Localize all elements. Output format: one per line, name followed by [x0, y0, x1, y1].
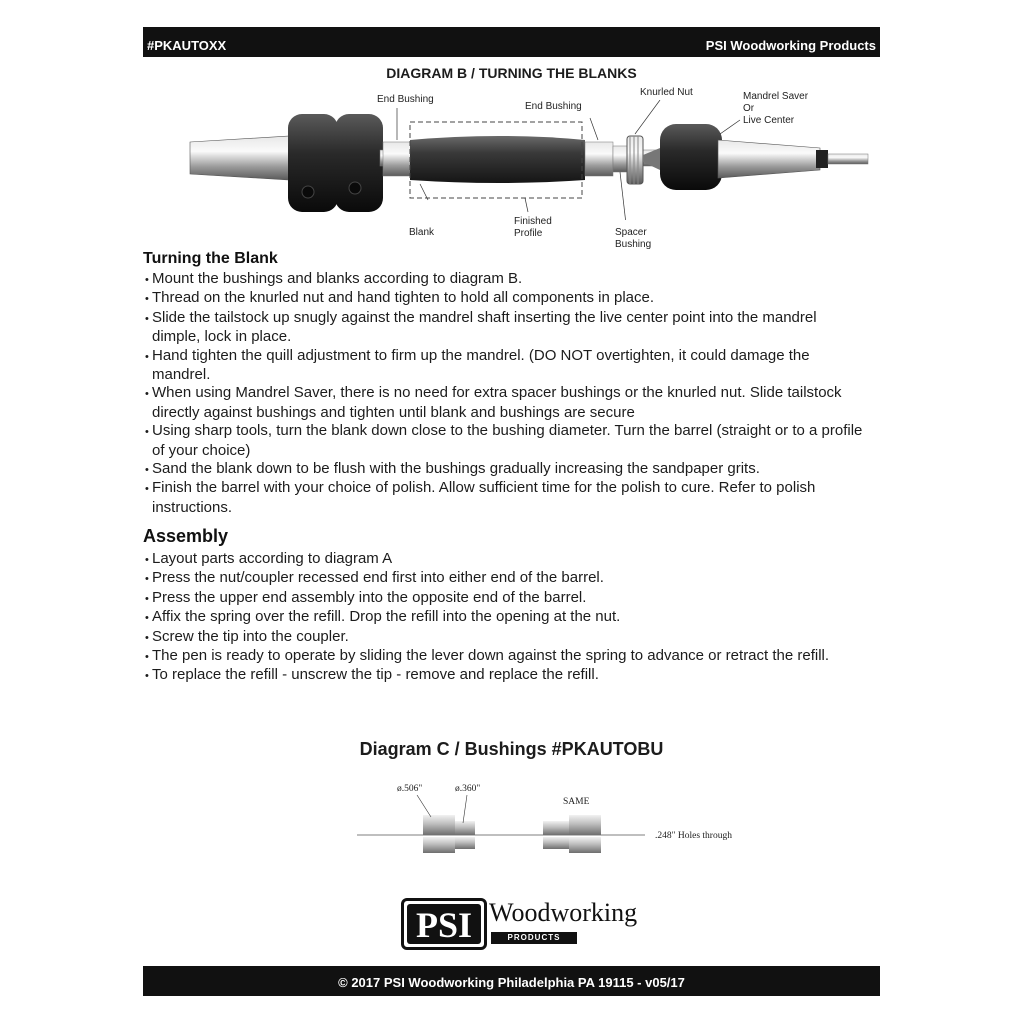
copyright-text: © 2017 PSI Woodworking Philadelphia PA 19115 - v05/17 [338, 975, 685, 990]
list-item: • When using Mandrel Saver, there is no need for extra spacer bushings or the knurled nut. Slide tailstock directly against bushings and tighten until blank and bushings are secure [143, 384, 863, 422]
label-360: ø.360" [455, 784, 481, 794]
psi-logo [401, 896, 638, 956]
diagram-c-title: Diagram C / Bushings #PKAUTOBU [359, 739, 664, 759]
list-item: • The pen is ready to operate by sliding the lever down against the spring to advance or retract the refill. [143, 647, 863, 666]
list-item: • Using sharp tools, turn the blank down close to the bushing diameter. Turn the barrel (straight or to a profile of your choice) [143, 422, 863, 460]
list-item: • Press the nut/coupler recessed end first into either end of the barrel. [143, 569, 863, 588]
logo-psi: PSI [415, 905, 473, 945]
list-item: • Press the upper end assembly into the opposite end of the barrel. [143, 589, 863, 608]
label-end-bushing-right: End Bushing [525, 101, 582, 112]
bushing-right [543, 815, 601, 853]
label-holes: .248" Holes through [655, 831, 732, 841]
diagram-b-title: DIAGRAM B / TURNING THE BLANKS [386, 65, 637, 81]
turning-title: Turning the Blank [143, 250, 278, 267]
footer-bar [143, 966, 880, 996]
logo-woodworking: Woodworking [489, 898, 638, 927]
label-mandrel-saver: Mandrel Saver Or Live Center [743, 91, 809, 126]
morse-taper [190, 136, 290, 180]
label-knurled-nut: Knurled Nut [640, 87, 693, 98]
list-item: • Layout parts according to diagram A [143, 550, 863, 569]
list-item: • Finish the barrel with your choice of polish. Allow sufficient time for the polish to cure. Refer to polish instructions. [143, 479, 863, 517]
list-item: • Hand tighten the quill adjustment to firm up the mandrel. (DO NOT overtighten, it could damage the mandrel. [143, 347, 863, 385]
logo-products: PRODUCTS [507, 933, 561, 942]
list-item: • Affix the spring over the refill. Drop the refill into the opening at the nut. [143, 608, 863, 627]
label-end-bushing-left: End Bushing [377, 94, 434, 105]
bushing-left [423, 815, 475, 853]
bushings-diagram [355, 795, 655, 865]
list-item: • Thread on the knurled nut and hand tighten to hold all components in place. [143, 289, 863, 308]
list-item: • Screw the tip into the coupler. [143, 628, 863, 647]
list-item: • Slide the tailstock up snugly against the mandrel shaft inserting the live center point into the mandrel dimple, lock in place. [143, 309, 863, 347]
list-item: • Mount the bushings and blanks according to diagram B. [143, 270, 863, 289]
label-same: SAME [563, 797, 590, 807]
header-bar [143, 27, 880, 57]
turning-list [143, 270, 863, 517]
knurled-nut [627, 136, 643, 184]
label-spacer-bushing: Spacer Bushing [615, 227, 652, 250]
assembly-list [143, 550, 863, 686]
label-506: ø.506" [397, 784, 423, 794]
live-center [660, 124, 868, 190]
product-code: #PKAUTOXX [147, 38, 227, 53]
label-finished-profile: Finished Profile [514, 216, 552, 239]
drive-collar [288, 114, 383, 212]
label-blank: Blank [409, 227, 435, 238]
assembly-title: Assembly [143, 526, 229, 546]
brand-name: PSI Woodworking Products [705, 38, 876, 53]
list-item: • Sand the blank down to be flush with the bushings gradually increasing the sandpaper grits. [143, 460, 863, 479]
list-item: • To replace the refill - unscrew the tip - remove and replace the refill. [143, 666, 863, 685]
blank [410, 136, 585, 183]
